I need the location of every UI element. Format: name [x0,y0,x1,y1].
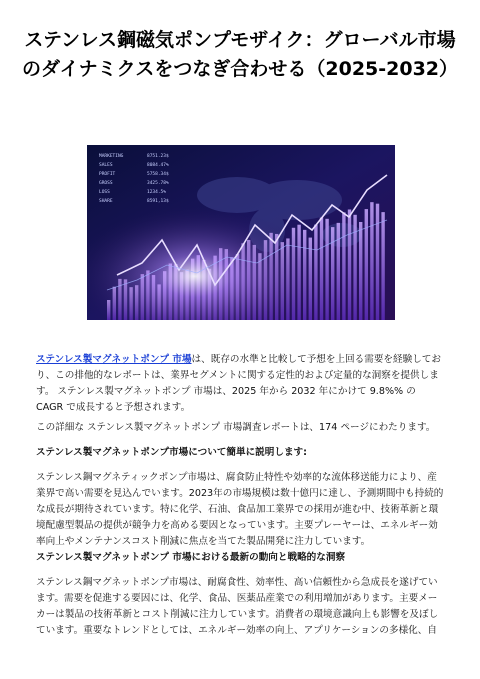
report-pages-text: この詳細な ステンレス製マグネットポンプ 市場調査レポートは、174 ページにわたります。 [36,422,436,433]
hero-label: GROSS [99,181,113,186]
document-title: ステンレス鋼磁気ポンプモザイク：グローバル市場のダイナミクスをつなぎ合わせる（2025-2032） [21,29,459,80]
hero-value: 3425.78% [147,181,169,186]
hero-value: 1234.5% [147,190,166,195]
hero-image [87,145,395,320]
hero-label: SHARE [99,199,113,204]
section2-heading: ステンレス製マグネットポンプ 市場における最新の動向と戦略的な洞察 [36,552,346,563]
hero-value: 8084.47% [147,163,169,168]
intro-paragraph [36,352,446,416]
section2-body: ステンレス鋼マグネットポンプ市場は、耐腐食性、効率性、高い信頼性から急成長を遂げています。需要を促進する要因には、化学、食品、医薬品産業での利用増加があります。主要メーカーは製品の技術革新とコスト削減に注力しています。消費者の環境意識向上も影響を及ぼしています。重要なトレンドとしては、エネルギー効率の向上、アプリケーションの多様化、自 [36,577,439,636]
hero-value: 5758.34$ [147,172,169,177]
section1-heading: ステンレス製マグネットポンプ市場について簡単に説明します: [36,447,307,458]
hero-value: 8751.23$ [147,154,169,159]
hero-label: SALES [99,163,113,168]
hero-label: PROFIT [99,172,116,177]
hero-label: LOSS [99,190,110,195]
intro-text: は、既存の水準と比較して予想を上回る需要を経験しており、この排他的なレポートは、業界セグメントに関する定性的および定量的な洞察を提供します。 ステンレス製マグネットポンプ 市場は、2025 年から 2032 年にかけて 9.8%% の CAGR で成長すると予想されます。 [36,354,441,413]
market-link[interactable]: ステンレス製マグネットポンプ 市場 [36,354,192,365]
hero-label: MARKETING [99,154,124,159]
section1-body: ステンレス鋼マグネティックポンプ市場は、腐食防止特性や効率的な流体移送能力により、産業界で高い需要を見込んでいます。2023年の市場規模は数十億円に達し、予測期間中も持続的な成長が期待されています。特に化学、石油、食品加工業界での採用が進む中、技術革新と環境配慮型製品の提供が競争力を高める要因となっています。主要プレーヤーは、エネルギー効率向上やメンテナンスコスト削減に焦点を当てた製品開発に注力しています。 [36,472,444,547]
hero-value: 8591,13$ [147,199,169,204]
